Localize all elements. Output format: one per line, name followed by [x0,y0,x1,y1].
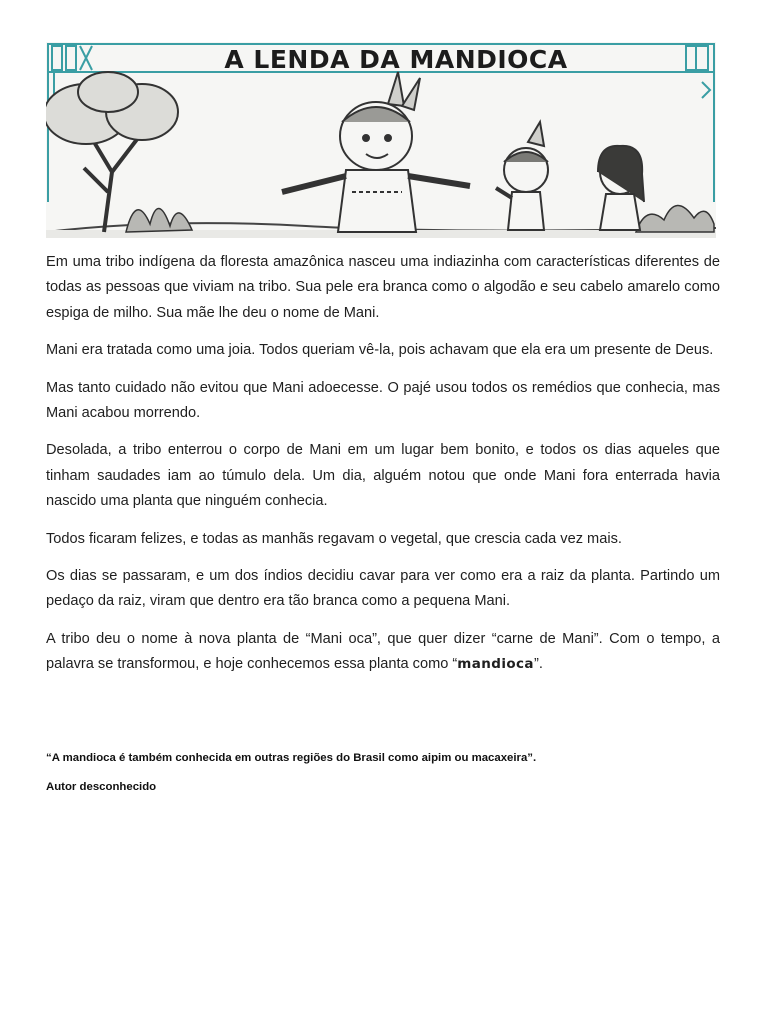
story-paragraph-7 [46,627,720,678]
quote-note: “A mandioca é também conhecida em outras regiões do Brasil como aipim ou macaxeira”. [46,752,537,764]
story-paragraph-5: Todos ficaram felizes, e todas as manhãs regavam o vegetal, que crescia cada vez mais. [46,530,622,547]
story-paragraph-4: Desolada, a tribo enterrou o corpo de Mani em um lugar bem bonito, e todos os dias aqueles que tinham saudades iam ao túmulo dela. Um dia, alguém notou que onde Mani fora enterrada havia nascido uma planta que ninguém conhecia. [46,442,720,510]
story-paragraph-3: Mas tanto cuidado não evitou que Mani adoecesse. O pajé usou todos os remédios que conhecia, mas Mani acabou morrendo. [46,379,720,422]
mandioca-bold: mandioca [457,656,534,673]
story-paragraph-6: Os dias se passaram, e um dos índios decidiu cavar para ver como era a raiz da planta. Partindo um pedaço da raiz, viram que dentro era tão branca como a pequena Mani. [46,568,720,610]
last-paragraph-end: ”. [533,656,543,673]
story-paragraph-2: Mani era tratada como uma joia. Todos queriam vê-la, pois achavam que ela era um presente de Deus. [46,342,714,359]
banner-title: A LENDA DA MANDIOCA [224,44,568,74]
story-paragraph-1: Em uma tribo indígena da floresta amazônica nasceu uma indiazinha com características diferentes de todas as pessoas que viviam na tribo. Sua pele era branca como o algodão e seu cabelo amarelo como espiga de milho. Sua mãe lhe deu o nome de Mani. [46,254,720,321]
illustration-banner [46,42,716,238]
footnotes [46,752,720,810]
author-note: Autor desconhecido [46,781,157,793]
story-text [46,250,720,690]
last-paragraph-text: A tribo deu o nome à nova planta de “Mani oca”, que quer dizer “carne de Mani”. Com o tempo, a palavra se transformou, e hoje conhecemos essa planta como “ [46,630,720,673]
